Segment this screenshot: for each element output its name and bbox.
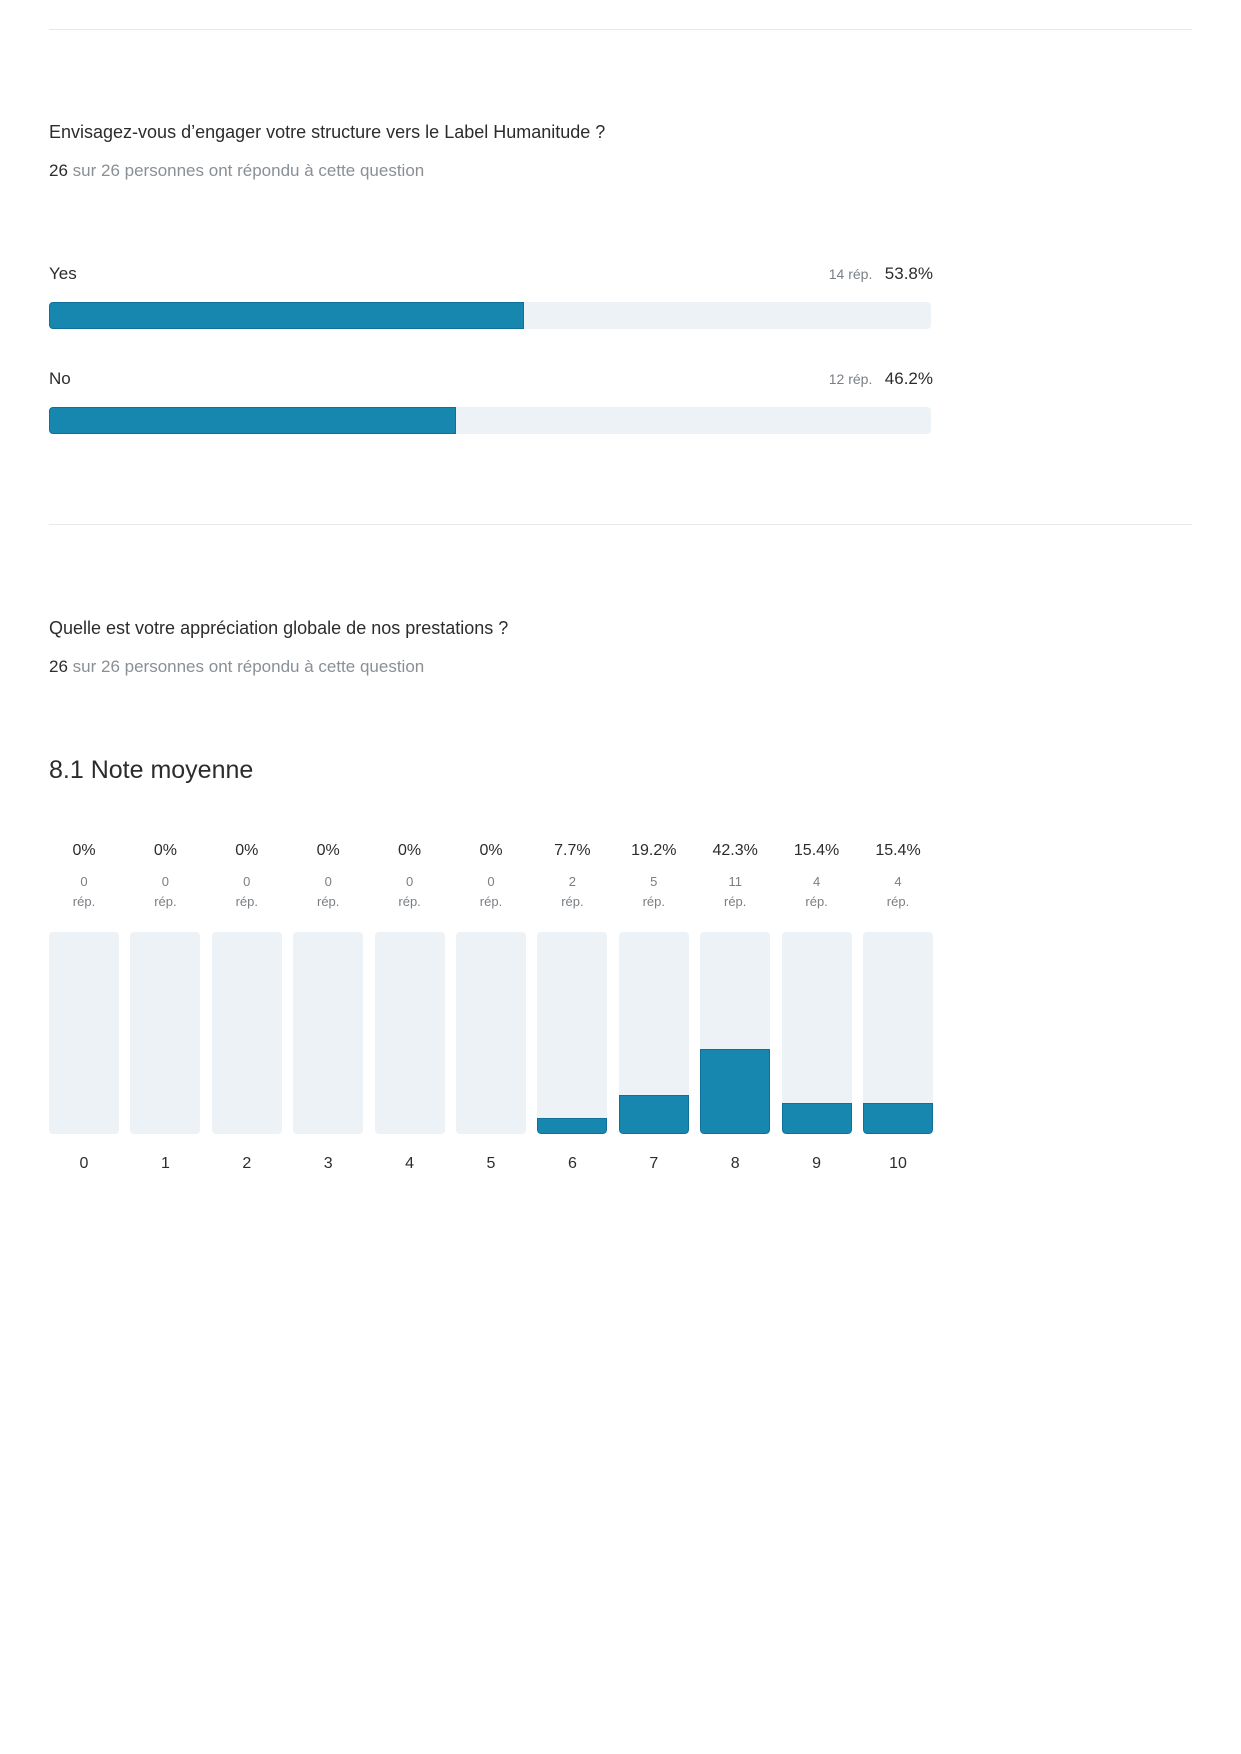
question1-response-summary [49, 161, 424, 181]
rating-percent-label: 0% [316, 842, 340, 859]
question2-answered-count: 26 [49, 657, 68, 676]
rating-count-unit: rép. [398, 894, 421, 909]
rating-column-2 [212, 838, 282, 1178]
rating-bar-track [619, 932, 689, 1134]
option-yes-fill [49, 302, 524, 329]
rating-tick-label: 5 [486, 1155, 496, 1172]
middle-divider [49, 524, 1192, 525]
rating-count-label: 2 [568, 874, 576, 889]
question2-title: Quelle est votre appréciation globale de nos prestations ? [49, 618, 509, 638]
rating-count-unit: rép. [154, 894, 177, 909]
rating-count-label: 0 [405, 874, 414, 889]
rating-column-5 [456, 838, 526, 1178]
rating-bar-track [49, 932, 119, 1134]
rating-column-9 [782, 838, 852, 1178]
rating-percent-label: 0% [479, 842, 503, 859]
option-no-fill [49, 407, 456, 434]
rating-column-4 [375, 838, 445, 1178]
rating-bar-track [782, 932, 852, 1134]
rating-bar-6 [537, 1118, 607, 1134]
rating-bar-track [212, 932, 282, 1134]
rating-tick-label: 9 [812, 1155, 822, 1172]
rating-column-1 [130, 838, 200, 1178]
rating-percent-label: 42.3% [712, 842, 758, 859]
rating-percent-label: 7.7% [554, 842, 591, 859]
rating-count-unit: rép. [642, 894, 665, 909]
rating-bar-track [863, 932, 933, 1134]
rating-column-6 [537, 838, 607, 1178]
option-yes-percent: 53.8% [884, 264, 933, 283]
rating-bar-track [700, 932, 770, 1134]
rating-tick-label: 4 [405, 1155, 415, 1172]
rating-count-label: 4 [812, 874, 821, 889]
rating-percent-label: 19.2% [631, 842, 677, 859]
rating-tick-label: 0 [79, 1155, 89, 1172]
option-no-percent: 46.2% [884, 369, 933, 388]
rating-count-unit: rép. [886, 894, 910, 909]
rating-bar-track [130, 932, 200, 1134]
rating-percent-label: 0% [398, 842, 422, 859]
rating-count-label: 0 [487, 874, 495, 889]
rating-bar-7 [619, 1095, 689, 1134]
rating-bar-9 [782, 1103, 852, 1134]
rating-count-unit: rép. [316, 894, 340, 909]
rating-count-unit: rép. [479, 894, 503, 909]
option-no-track [49, 407, 931, 434]
rating-column-3 [293, 838, 363, 1178]
rating-bar-10 [863, 1103, 933, 1134]
option-yes-track [49, 302, 931, 329]
rating-tick-label: 1 [160, 1155, 170, 1172]
average-score: 8.1 Note moyenne [49, 756, 254, 784]
rating-column-0 [49, 838, 119, 1178]
rating-tick-label: 3 [323, 1155, 333, 1172]
rating-count-label: 5 [650, 874, 658, 889]
rating-count-label: 11 [728, 874, 742, 889]
rating-count-unit: rép. [723, 894, 747, 909]
option-no-count: 12 rép. [828, 371, 873, 387]
question1-answered-text: sur 26 personnes ont répondu à cette question [72, 161, 425, 180]
rating-count-unit: rép. [72, 894, 96, 909]
question2-answered-text: sur 26 personnes ont répondu à cette question [72, 657, 425, 676]
rating-percent-label: 0% [235, 842, 259, 859]
rating-column-7 [619, 838, 689, 1178]
rating-tick-label: 7 [649, 1155, 659, 1172]
rating-bar-8 [700, 1049, 770, 1134]
rating-count-unit: rép. [561, 894, 584, 909]
rating-bar-track [375, 932, 445, 1134]
rating-percent-label: 15.4% [793, 842, 840, 859]
rating-count-label: 0 [243, 874, 251, 889]
rating-tick-label: 8 [730, 1155, 740, 1172]
rating-percent-label: 0% [153, 842, 177, 859]
rating-bar-track [537, 932, 607, 1134]
rating-bar-track [456, 932, 526, 1134]
rating-distribution-chart [49, 838, 933, 1178]
rating-percent-label: 0% [72, 842, 96, 859]
top-divider [49, 29, 1192, 30]
option-no-label: No [49, 369, 71, 388]
rating-count-label: 0 [324, 874, 332, 889]
rating-count-unit: rép. [235, 894, 258, 909]
rating-count-label: 0 [161, 874, 169, 889]
rating-column-8 [700, 838, 770, 1178]
rating-tick-label: 10 [889, 1155, 907, 1172]
rating-tick-label: 6 [567, 1155, 577, 1172]
rating-tick-label: 2 [242, 1155, 252, 1172]
option-yes-count: 14 rép. [828, 266, 873, 282]
question2-response-summary [49, 657, 424, 677]
rating-column-10 [863, 838, 933, 1178]
rating-count-unit: rép. [805, 894, 828, 909]
rating-bar-track [293, 932, 363, 1134]
option-yes-label: Yes [49, 264, 77, 283]
question1-title: Envisagez-vous d’engager votre structure vers le Label Humanitude ? [49, 122, 606, 142]
rating-percent-label: 15.4% [875, 842, 921, 859]
question1-answered-count: 26 [49, 161, 68, 180]
rating-count-label: 4 [894, 874, 902, 889]
rating-count-label: 0 [80, 874, 88, 889]
